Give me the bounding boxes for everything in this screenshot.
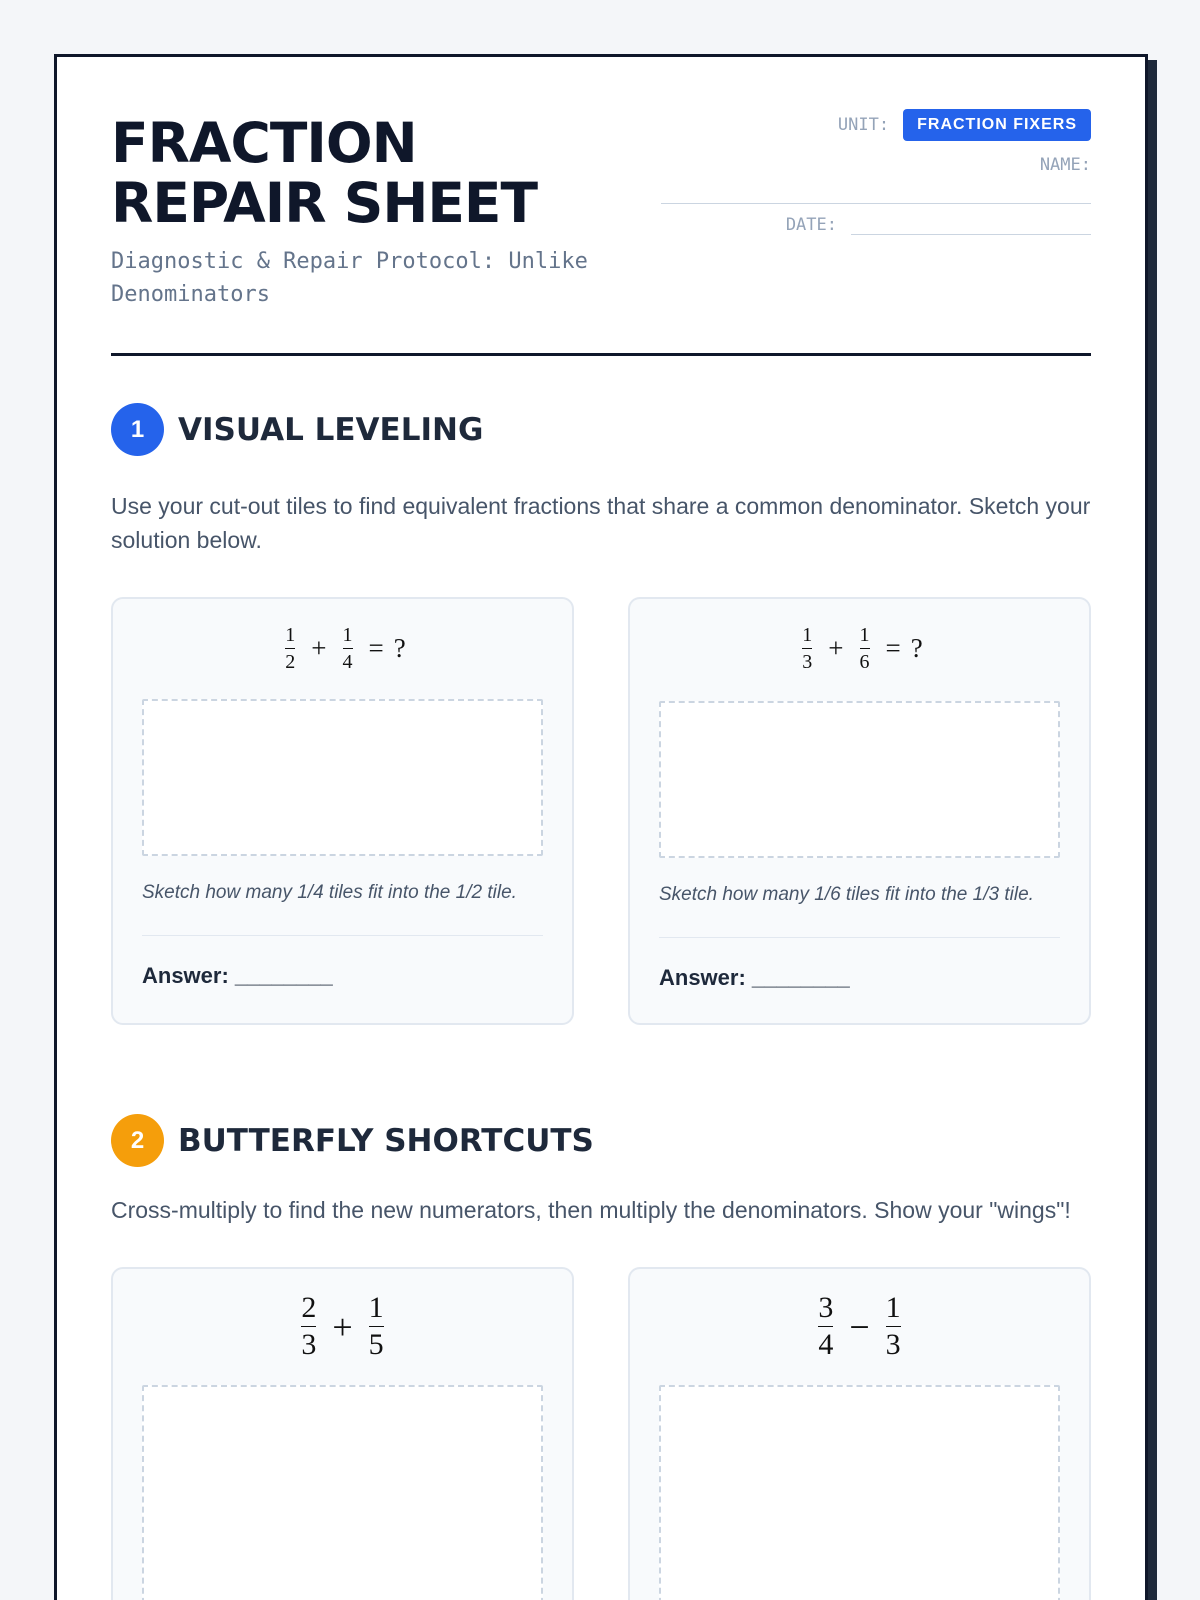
fraction bbox=[301, 1293, 316, 1360]
section-1-title: VISUAL LEVELING bbox=[178, 411, 484, 448]
denominator: 3 bbox=[802, 651, 813, 673]
operator: + bbox=[311, 633, 327, 663]
equals-sign: = bbox=[885, 633, 901, 663]
operator: + bbox=[332, 1306, 353, 1347]
answer-field[interactable]: Answer: ________ bbox=[142, 963, 333, 988]
name-label: NAME: bbox=[1039, 155, 1091, 175]
denominator: 5 bbox=[368, 1328, 384, 1361]
denominator: 3 bbox=[885, 1328, 901, 1361]
fraction bbox=[285, 625, 295, 672]
numerator: 3 bbox=[818, 1291, 834, 1324]
numerator: 1 bbox=[885, 1291, 901, 1324]
numerator: 1 bbox=[859, 624, 870, 646]
problem-card-1 bbox=[111, 597, 574, 1025]
problem-card-4 bbox=[628, 1267, 1091, 1600]
equation bbox=[630, 625, 1089, 672]
unit-label: UNIT: bbox=[837, 115, 890, 135]
page-title bbox=[111, 113, 537, 233]
problem-card-3 bbox=[111, 1267, 574, 1600]
operator: − bbox=[849, 1306, 870, 1347]
answer-field[interactable]: Answer: ________ bbox=[659, 965, 850, 990]
sketch-hint: Sketch how many 1/6 tiles fit into the 1/3 tile. bbox=[659, 884, 1034, 905]
equation bbox=[630, 1293, 1089, 1360]
sketch-area[interactable] bbox=[659, 1385, 1060, 1600]
equation bbox=[113, 1293, 572, 1360]
sketch-hint: Sketch how many 1/4 tiles fit into the 1/2 tile. bbox=[142, 882, 517, 903]
section-2-number-badge: 2 bbox=[111, 1114, 164, 1167]
name-field[interactable] bbox=[661, 203, 1091, 204]
worksheet-page bbox=[54, 54, 1148, 1600]
unknown-result: ? bbox=[910, 633, 923, 663]
card-divider bbox=[142, 935, 543, 936]
numerator: 1 bbox=[368, 1291, 384, 1324]
fraction bbox=[369, 1293, 384, 1360]
date-label: DATE: bbox=[785, 215, 837, 235]
header-divider bbox=[111, 353, 1091, 356]
date-field[interactable] bbox=[851, 217, 1091, 235]
equation bbox=[113, 625, 572, 672]
denominator: 2 bbox=[285, 651, 296, 673]
numerator: 1 bbox=[285, 624, 296, 646]
card-divider bbox=[659, 937, 1060, 938]
numerator: 1 bbox=[342, 624, 353, 646]
section-2-instructions: Cross-multiply to find the new numerators, then multiply the denominators. Show your "wings"! bbox=[111, 1197, 1071, 1223]
fraction bbox=[343, 625, 353, 672]
sketch-area[interactable] bbox=[142, 1385, 543, 1600]
fraction bbox=[818, 1293, 833, 1360]
page-subtitle: Diagnostic & Repair Protocol: Unlike Denominators bbox=[111, 249, 588, 307]
unit-row bbox=[838, 109, 1091, 141]
sketch-area[interactable] bbox=[659, 701, 1060, 858]
date-row bbox=[786, 215, 1091, 235]
section-2-header bbox=[111, 1114, 594, 1167]
sketch-area[interactable] bbox=[142, 699, 543, 856]
section-1-instructions: Use your cut-out tiles to find equivalent fractions that share a common denominator. Sketch your solution below. bbox=[111, 493, 1091, 553]
denominator: 3 bbox=[301, 1328, 317, 1361]
section-1-header bbox=[111, 403, 483, 456]
unit-badge: FRACTION FIXERS bbox=[903, 109, 1091, 141]
section-2-title: BUTTERFLY SHORTCUTS bbox=[178, 1122, 594, 1159]
numerator: 1 bbox=[802, 624, 813, 646]
fraction bbox=[886, 1293, 901, 1360]
denominator: 4 bbox=[818, 1328, 834, 1361]
numerator: 2 bbox=[301, 1291, 317, 1324]
denominator: 6 bbox=[859, 651, 870, 673]
fraction bbox=[802, 625, 812, 672]
title-line-2: REPAIR SHEET bbox=[111, 171, 538, 235]
fraction bbox=[860, 625, 870, 672]
section-1-number-badge: 1 bbox=[111, 403, 164, 456]
operator: + bbox=[828, 633, 844, 663]
equals-sign: = bbox=[368, 633, 384, 663]
problem-card-2 bbox=[628, 597, 1091, 1025]
denominator: 4 bbox=[342, 651, 353, 673]
title-line-1: FRACTION bbox=[111, 111, 417, 175]
unknown-result: ? bbox=[393, 633, 406, 663]
